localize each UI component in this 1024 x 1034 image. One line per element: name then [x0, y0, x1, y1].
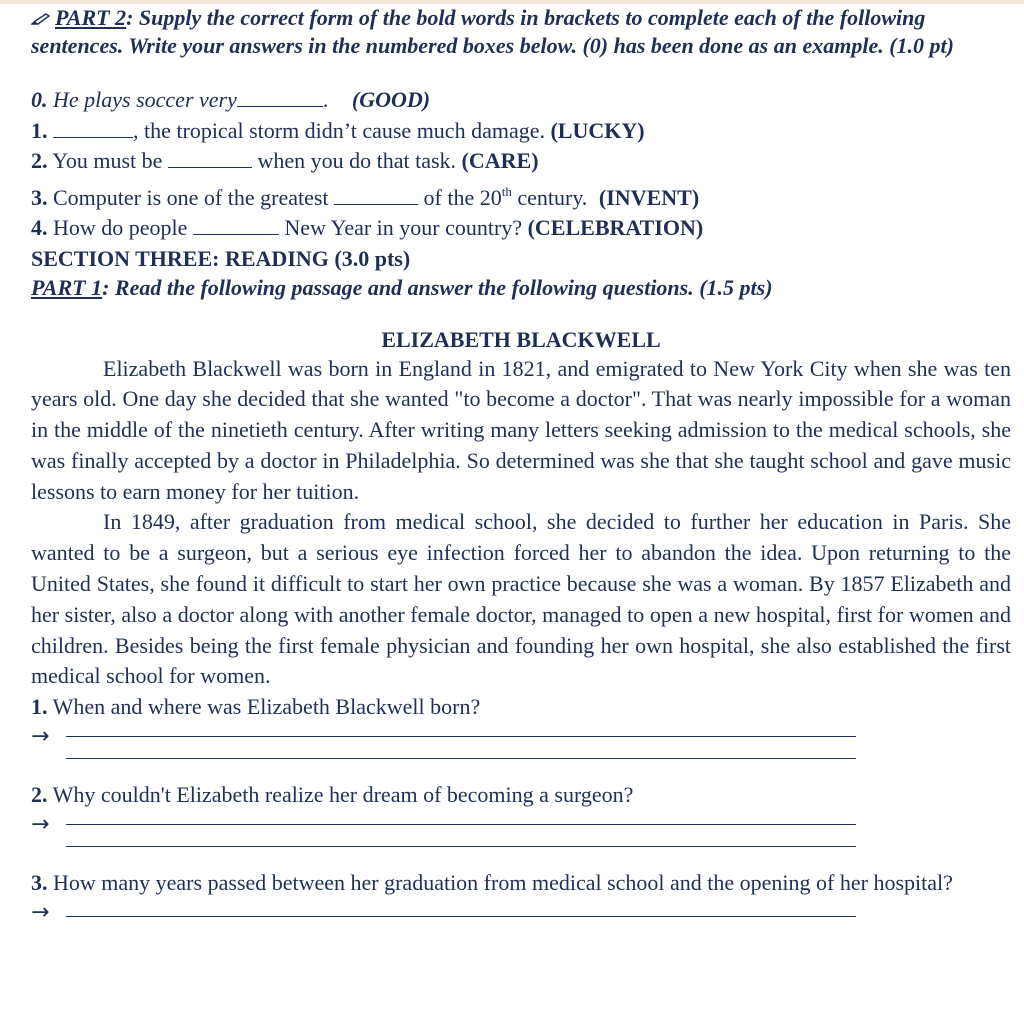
exercise-4-blank[interactable]	[193, 216, 279, 235]
part2-label: PART 2	[55, 5, 127, 30]
question-1-number: 1.	[31, 694, 48, 720]
exercise-0	[31, 85, 1011, 116]
section-three-heading: SECTION THREE: READING (3.0 pts)	[31, 245, 411, 271]
part1-heading	[31, 274, 1011, 302]
question-3-number: 3.	[31, 870, 48, 896]
exercise-4-text: How do people	[53, 215, 188, 240]
exercise-3-after: of the 20	[423, 184, 502, 210]
part1-instruction: : Read the following passage and answer the following questions. (1.5 pts)	[102, 274, 773, 300]
exercise-2-blank[interactable]	[168, 149, 252, 168]
exercise-1-keyword: (LUCKY)	[550, 117, 645, 143]
exercise-1-blank[interactable]	[53, 119, 133, 138]
passage-paragraph-1: Elizabeth Blackwell was born in England in 1821, and emigrated to New York City when she was ten years old. One day she decided that she wanted "to become a doctor". That was nearly impossible for a woman in the middle of the ninetieth century. After writing many letters seeking admission to the medical schools, she was finally accepted by a doctor in Philadelphia. So determined was she that she taught school and gave music lessons to earn money for her tuition.	[31, 355, 1011, 504]
answer-line-2a[interactable]	[66, 824, 856, 825]
exercise-3-superscript: th	[501, 183, 512, 199]
exercise-2-text: You must be	[52, 148, 163, 173]
exercise-2-number: 2.	[31, 148, 48, 173]
answer-line-3a[interactable]	[66, 916, 856, 917]
exercise-2	[31, 146, 1011, 177]
question-1-text: When and where was Elizabeth Blackwell born?	[52, 694, 481, 720]
exercise-0-blank	[237, 88, 323, 107]
answer-line-1a[interactable]	[66, 736, 856, 737]
exercise-4	[31, 213, 1011, 244]
exercise-3	[31, 177, 1011, 214]
exercise-0-number: 0.	[31, 87, 48, 112]
exercise-4-after: New Year in your country?	[284, 215, 523, 240]
answer-row-1b	[31, 754, 1011, 780]
part2-heading	[31, 4, 1011, 59]
question-3-text: How many years passed between her graduation from medical school and the opening of her hospital?	[53, 870, 953, 896]
exercise-4-keyword: (CELEBRATION)	[527, 215, 704, 240]
exercise-2-keyword: (CARE)	[461, 148, 539, 173]
question-1	[31, 692, 1011, 722]
exercise-3-number: 3.	[31, 184, 48, 210]
exercise-2-after: when you do that task.	[257, 148, 457, 173]
question-2-text: Why couldn't Elizabeth realize her dream of becoming a surgeon?	[52, 782, 634, 808]
part1-label: PART 1	[31, 274, 103, 300]
exercise-0-after: .	[322, 87, 329, 112]
arrow-icon: →	[31, 724, 50, 750]
worksheet-page	[31, 4, 1011, 930]
exercise-4-number: 4.	[31, 215, 48, 240]
exercise-0-keyword: (GOOD)	[351, 87, 431, 112]
answer-row-2b	[31, 842, 1011, 868]
exercise-1	[31, 116, 1011, 147]
answer-line-1b[interactable]	[66, 758, 856, 759]
exercise-3-keyword: (INVENT)	[598, 184, 700, 210]
question-2-number: 2.	[31, 782, 48, 808]
question-2	[31, 780, 1011, 810]
part2-instruction: : Supply the correct form of the bold words in brackets to complete each of the following sentences. Write your answers in the numbered boxes below. (0) has been done as an example. (1.0 pt)	[31, 5, 954, 58]
answer-row-1a	[31, 722, 1011, 754]
answer-row-2a	[31, 810, 1011, 842]
answer-line-2b[interactable]	[66, 846, 856, 847]
passage-title: ELIZABETH BLACKWELL	[381, 326, 661, 352]
exercise-3-after-2: century.	[517, 184, 588, 210]
arrow-icon: →	[31, 812, 50, 838]
passage-paragraph-2: In 1849, after graduation from medical school, she decided to further her education in Paris. She wanted to be a surgeon, but a serious eye infection forced her to abandon the idea. Upon returning to the United States, she found it difficult to start her own practice because she was a woman. By 1857 Elizabeth and her sister, also a doctor along with another female doctor, managed to open a new hospital, first for women and children. Besides being the first female physician and founding her own hospital, she also established the first medical school for women.	[31, 509, 1011, 689]
question-3	[31, 868, 1011, 898]
answer-row-3a	[31, 898, 1011, 930]
exercise-1-number: 1.	[31, 117, 48, 143]
exercise-0-text: He plays soccer very	[53, 87, 237, 112]
exercise-3-blank[interactable]	[334, 186, 418, 205]
pencil-icon	[31, 12, 51, 26]
arrow-icon: →	[31, 900, 50, 926]
exercise-3-text: Computer is one of the greatest	[53, 184, 329, 210]
exercise-1-text: , the tropical storm didn’t cause much damage.	[133, 117, 545, 143]
